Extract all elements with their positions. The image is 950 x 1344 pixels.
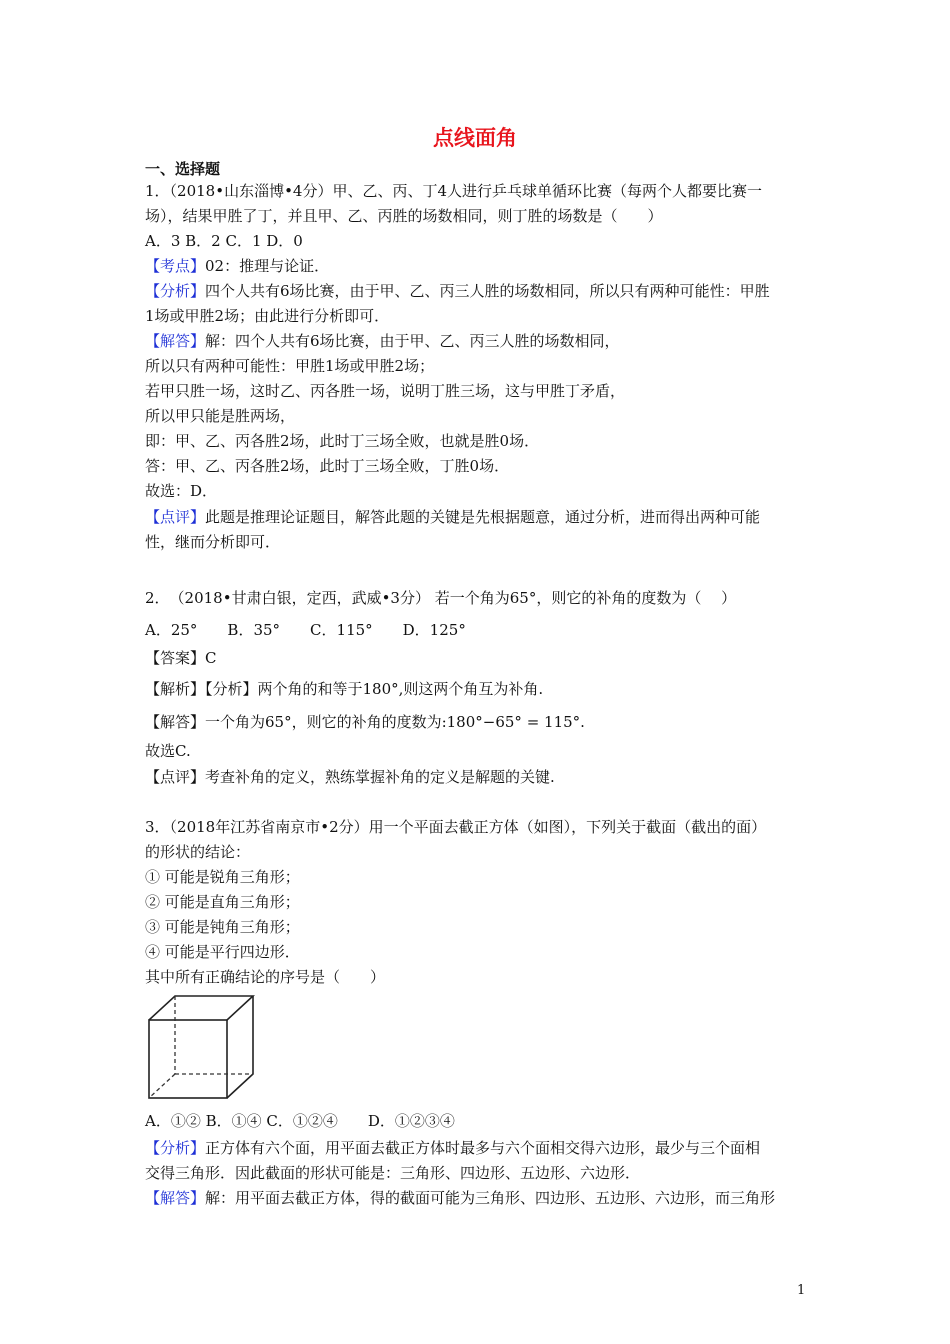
q3-stem-line2: 的形状的结论： (145, 843, 251, 861)
cube-top-face (149, 996, 253, 1020)
q3-fenxi-line2: 交得三角形．因此截面的形状可能是：三角形、四边形、五边形、六边形． (145, 1164, 641, 1182)
fenxi-text: 正方体有六个面，用平面去截正方体时最多与六个面相交得六边形，最少与三个面相 (205, 1139, 761, 1157)
q2-comment: 【点评】考查补角的定义，熟练掌握补角的定义是解题的关键. (145, 768, 555, 786)
q1-jieda-line3: 若甲只胜一场，这时乙、丙各胜一场，说明丁胜三场，这与甲胜丁矛盾， (145, 382, 626, 400)
jieda-tag: 【解答】 (145, 1189, 206, 1207)
cube-hidden-edge-depth (149, 1074, 175, 1098)
page-title: 点线面角 (433, 126, 517, 150)
fenxi-tag: 【分析】 (145, 1139, 206, 1157)
q3-options: A．①② B．①④ C．①②④ D．①②③④ (145, 1112, 455, 1130)
q1-stem-line2: 场），结果甲胜了丁，并且甲、乙、丙胜的场数相同，则丁胜的场数是（ ） (145, 207, 663, 225)
q1-options: A．3 B．2 C．1 D．0 (145, 232, 303, 250)
q1-fenxi-line2: 1场或甲胜2场；由此进行分析即可． (145, 307, 390, 325)
dianping-tag: 【点评】 (145, 508, 206, 526)
q2-option-c: C．115° (310, 621, 373, 639)
section-heading: 一、选择题 (145, 160, 221, 178)
q2-choice: 故选C. (145, 742, 191, 760)
q2-option-d: D．125° (402, 621, 466, 639)
q1-jieda-line5: 即：甲、乙、丙各胜2场，此时丁三场全败，也就是胜0场． (145, 432, 540, 450)
kaodian-text: 02：推理与论证． (205, 257, 330, 275)
dianping-text: 此题是推理论证题目，解答此题的关键是先根据题意，通过分析，进而得出两种可能 (205, 508, 761, 526)
q2-options (145, 620, 496, 640)
q3-question: 其中所有正确结论的序号是（ ） (145, 968, 386, 986)
q2-solution: 【解答】一个角为65°，则它的补角的度数为:180°−65° = 115°. (145, 713, 585, 731)
q1-jieda-line6: 答：甲、乙、丙各胜2场，此时丁三场全败，丁胜0场． (145, 457, 510, 475)
q3-fenxi (145, 1138, 760, 1158)
kaodian-tag: 【考点】 (145, 257, 206, 275)
q1-jieda-line4: 所以甲只能是胜两场， (145, 407, 296, 425)
jieda-text: 解：四个人共有6场比赛，由于甲、乙、丙三人胜的场数相同， (205, 332, 620, 350)
q2-analysis: 【解析】【分析】两个角的和等于180°,则这两个角互为补角. (145, 680, 544, 698)
q1-dianping (145, 507, 760, 527)
cube-figure (147, 994, 257, 1102)
q1-dianping-line2: 性，继而分析即可． (145, 533, 281, 551)
q2-stem: 2． （2018•甘肃白银，定西，武威•3分） 若一个角为65°，则它的补角的度数为（ ） (145, 589, 737, 607)
q1-jieda-line2: 所以只有两种可能性：甲胜1场或甲胜2场； (145, 357, 435, 375)
q1-stem-line1: 1．（2018•山东淄博•4分）甲、乙、丙、丁4人进行乒乓球单循环比赛（每两个人都要比赛一 (145, 182, 763, 200)
q2-option-a: A．25° (145, 621, 198, 639)
q3-item-4: ④ 可能是平行四边形． (145, 943, 300, 961)
q1-jieda (145, 331, 620, 351)
fenxi-text: 四个人共有6场比赛，由于甲、乙、丙三人胜的场数相同，所以只有两种可能性：甲胜 (205, 282, 770, 300)
jieda-tag: 【解答】 (145, 332, 206, 350)
cube-right-face (227, 996, 253, 1098)
q1-fenxi (145, 281, 770, 301)
q1-jieda-line7: 故选：D． (145, 482, 218, 500)
page-number: 1 (797, 1283, 806, 1298)
q2-option-b: B．35° (227, 621, 281, 639)
jieda-text: 解：用平面去截正方体，得的截面可能为三角形、四边形、五边形、六边形，而三角形 (205, 1189, 776, 1207)
cube-front-face (149, 1020, 227, 1098)
fenxi-tag: 【分析】 (145, 282, 206, 300)
q1-kaodian (145, 256, 329, 276)
q3-item-3: ③ 可能是钝角三角形； (145, 918, 300, 936)
q2-answer: 【答案】C (145, 649, 217, 667)
q3-jieda (145, 1188, 775, 1208)
q3-item-1: ① 可能是锐角三角形； (145, 868, 300, 886)
q3-stem-line1: 3．（2018年江苏省南京市•2分）用一个平面去截正方体（如图），下列关于截面（截出的面） (145, 818, 767, 836)
q3-item-2: ② 可能是直角三角形； (145, 893, 300, 911)
